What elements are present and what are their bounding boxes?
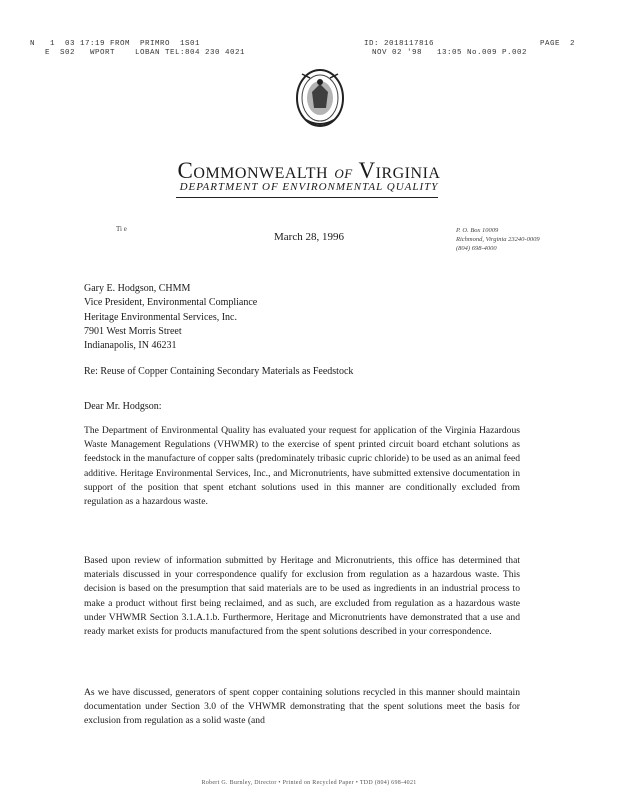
letterhead-left-tag: Ti e	[116, 225, 127, 233]
title-commonwealth: Commonwealth	[177, 158, 329, 183]
body-paragraph-1: The Department of Environmental Quality has evaluated your request for application of the Virginia Hazardous Waste Management Regulations (VHWMR) to the exercise of spent printed circuit board etchant solutions as feedstock in the manufacture of copper salts (predominately tribasic cupric chloride) to be used as an animal feed additive. Heritage Environmental Services, Inc., and Micronutrients, have submitted extensive documentation in support of the position that spent etchant solutions used in this manner are conditionally excluded from regulation as a hazardous waste.	[84, 425, 520, 508]
virginia-seal-icon	[292, 62, 348, 134]
agency-address-line: Richmond, Virginia 23240-0009	[456, 236, 540, 243]
letter-date: March 28, 1996	[274, 231, 344, 243]
body-paragraph-3: As we have discussed, generators of spent copper containing solutions recycled in this manner should maintain documentation under Section 3.0 of the VHWMR demonstrating that the spent solutions meet the basis for exclusion from regulation as a solid waste (and	[84, 687, 520, 727]
recipient-line: Heritage Environmental Services, Inc.	[84, 311, 237, 323]
fax-header-line-2-right: NOV 02 '98 13:05 No.009 P.002	[372, 49, 528, 57]
page-footer: Robert G. Burnley, Director • Printed on Recycled Paper • TDD (804) 698-4021	[201, 780, 417, 786]
fax-header-line-1: N 1 03 17:19 FROM PRIMRO 1S01	[30, 40, 201, 48]
recipient-line: Gary E. Hodgson, CHMM	[84, 283, 191, 294]
letterhead-rule	[176, 197, 438, 198]
recipient-line: Vice President, Environmental Compliance	[84, 297, 258, 309]
recipient-address	[84, 282, 257, 353]
department-name: DEPARTMENT OF ENVIRONMENTAL QUALITY	[179, 181, 439, 193]
body-paragraph-2: Based upon review of information submitted by Heritage and Micronutrients, this office has determined that materials discussed in your correspondence qualify for exclusion from regulation as a hazardous waste. This decision is based on the presumption that said materials are to be used as ingredients in an industrial process to make a product without first being reclaimed, and as such, are excluded from regulation as a hazardous waste under VHWMR Section 3.1.A.1.b. Furthermore, Heritage and Micronutrients have demonstrated that a use and ready market exists for products manufactured from the spent solutions described in your correspondence.	[84, 555, 520, 638]
fax-header-page: PAGE 2	[540, 40, 576, 48]
agency-address-line: P. O. Box 10009	[456, 227, 499, 234]
recipient-line: Indianapolis, IN 46231	[84, 340, 177, 352]
fax-header-line-2: E S02 WPORT LOBAN TEL:804 230 4021	[30, 49, 246, 57]
fax-header-id: ID: 2018117816	[364, 40, 435, 48]
title-virginia: Virginia	[358, 158, 441, 183]
recipient-line: 7901 West Morris Street	[84, 325, 182, 337]
agency-address-line: (804) 698-4000	[456, 245, 497, 252]
salutation: Dear Mr. Hodgson:	[84, 401, 162, 412]
subject-line: Re: Reuse of Copper Containing Secondary Materials as Feedstock	[84, 366, 354, 377]
agency-address	[456, 226, 540, 253]
title-of: of	[334, 162, 353, 182]
